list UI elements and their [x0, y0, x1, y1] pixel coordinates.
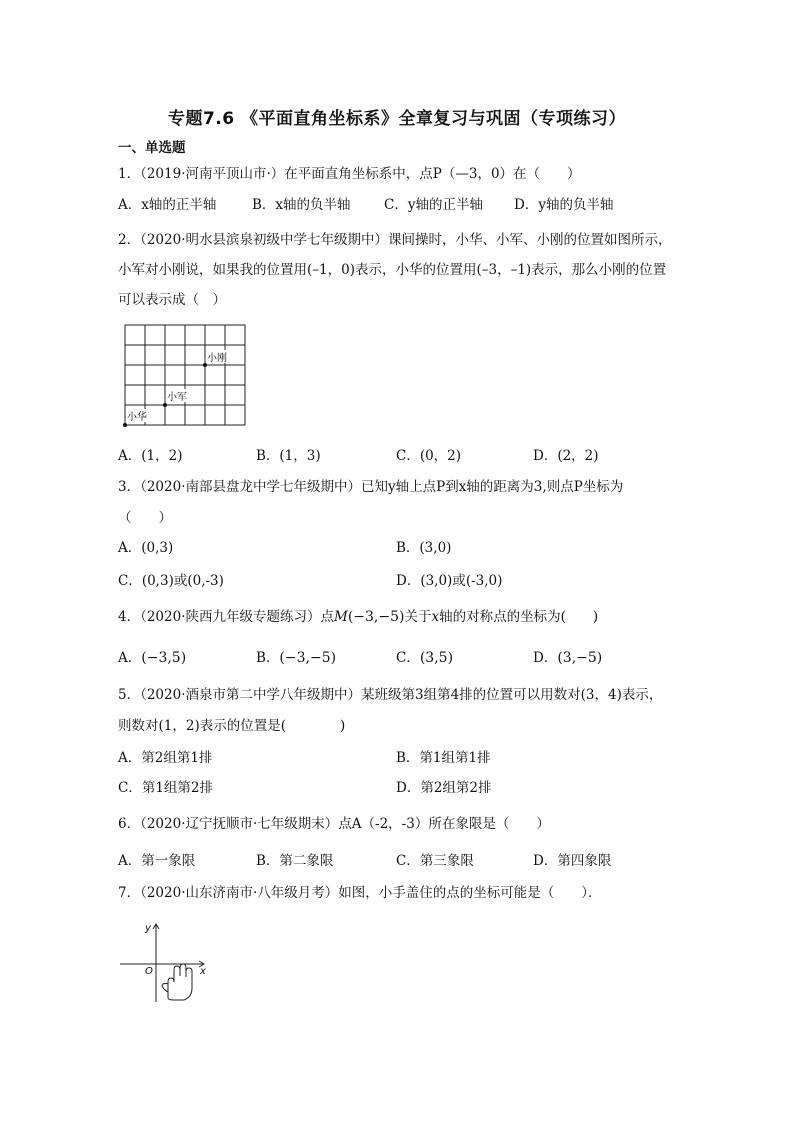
origin-label: O	[145, 966, 153, 977]
q7-stem: 7．（2020·山东济南市·八年级月考）如图，小手盖住的点的坐标可能是（ ）．	[118, 885, 602, 901]
page-title: 专题7.6 《平面直角坐标系》全章复习与巩固（专项练习）	[167, 109, 627, 129]
q2-stem-line-2: 小军对小刚说，如果我的位置用(–1，0)表示，小华的位置用(–3，–1)表示，那么小刚的位置	[118, 262, 667, 278]
xiaojun-point	[163, 403, 167, 407]
q3-option-b: B．(3,0)	[396, 540, 452, 556]
q2-stem-line-3: 可以表示成（ ）	[118, 292, 226, 308]
q6-option-b: B．第二象限	[256, 853, 334, 869]
q1-option-b: B．x轴的负半轴	[252, 197, 351, 213]
q4-stem-middle: 关于	[404, 609, 432, 625]
q5-stem-line-2: 则数对(1，2)表示的位置是( )	[118, 718, 346, 734]
q4-point-coords: (−3,−5)	[347, 609, 405, 625]
xiaohua-label: 小华	[127, 412, 147, 423]
q7-axes-figure	[118, 918, 210, 1006]
q4-option-c: C．(3,5)	[396, 650, 454, 666]
q4-stem	[118, 607, 598, 627]
q1-option-c: C．y轴的正半轴	[384, 197, 483, 213]
q4-option-b: B．(−3,−5)	[256, 650, 337, 666]
hand-icon	[162, 964, 192, 1000]
q5-option-a: A．第2组第1排	[118, 750, 213, 766]
q6-option-c: C．第三象限	[396, 853, 474, 869]
q1-option-a: A．x轴的正半轴	[118, 197, 217, 213]
q1-option-d: D．y轴的负半轴	[514, 197, 614, 213]
q4-axis-var: x	[431, 609, 440, 625]
q2-stem-line-1: 2．（2020·明水县滨泉初级中学七年级期中）课间操时，小华、小军、小刚的位置如图所示，	[118, 232, 672, 248]
q5-option-c: C．第1组第2排	[118, 780, 214, 796]
q6-option-a: A．第一象限	[118, 853, 196, 869]
q3-stem-line-1: 3．（2020·南部县盘龙中学七年级期中）已知y轴上点P到x轴的距离为3,则点P坐标为	[118, 479, 624, 495]
q3-option-d: D．(3,0)或(-3,0)	[396, 573, 503, 589]
x-axis-label: x	[200, 966, 206, 977]
q2-grid-figure	[122, 322, 248, 428]
q2-option-b: B．(1，3)	[256, 448, 321, 464]
y-axis-label: y	[145, 923, 151, 934]
xiaojun-label: 小军	[167, 392, 187, 403]
q5-stem-line-1: 5．（2020·酒泉市第二中学八年级期中）某班级第3组第4排的位置可以用数对(3，4)表示，	[118, 687, 663, 703]
q3-stem-line-2: （ ）	[118, 510, 172, 526]
q4-stem-prefix: 4．（2020·陕西九年级专题练习）点	[118, 609, 334, 625]
q1-stem: 1．（2019·河南平顶山市·）在平面直角坐标系中，点P（—3，0）在（ ）	[118, 166, 581, 182]
xiaogang-label: 小刚	[207, 353, 227, 364]
section-heading: 一、单选题	[118, 140, 186, 156]
q5-option-b: B．第1组第1排	[396, 750, 491, 766]
q3-option-a: A．(0,3)	[118, 540, 174, 556]
q5-option-d: D．第2组第2排	[396, 780, 492, 796]
q2-option-a: A．(1，2)	[118, 448, 183, 464]
q2-option-c: C．(0，2)	[396, 448, 462, 464]
q3-option-c: C．(0,3)或(0,-3)	[118, 573, 224, 589]
q4-stem-suffix: 轴的对称点的坐标为( )	[439, 609, 599, 625]
q4-option-d: D．(3,−5)	[533, 650, 603, 666]
q4-option-a: A．(−3,5)	[118, 650, 187, 666]
q6-option-d: D．第四象限	[533, 853, 612, 869]
xiaohua-point	[123, 423, 127, 427]
q4-point-name: M	[334, 609, 348, 625]
q2-option-d: D．(2，2)	[533, 448, 599, 464]
q6-stem: 6．（2020·辽宁抚顺市·七年级期末）点A（-2，-3）所在象限是（ ）	[118, 816, 550, 832]
